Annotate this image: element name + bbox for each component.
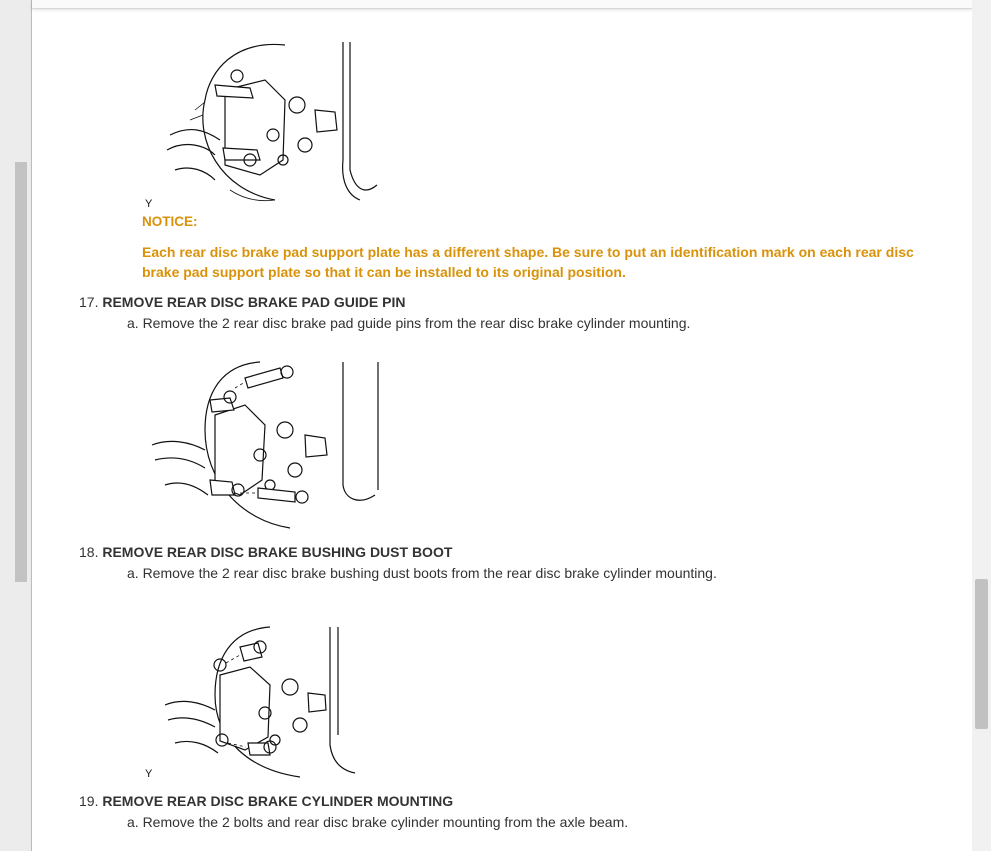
step-18 — [79, 544, 452, 560]
step-title: REMOVE REAR DISC BRAKE BUSHING DUST BOOT — [102, 544, 453, 560]
outer-scrollbar[interactable] — [0, 0, 30, 851]
step-17-substep: a. Remove the 2 rear disc brake pad guide pins from the rear disc brake cylinder mounting. — [127, 315, 691, 331]
step-18-substep: a. Remove the 2 rear disc brake bushing dust boots from the rear disc brake cylinder mounting. — [127, 565, 717, 581]
notice-body: Each rear disc brake pad support plate has a different shape. Be sure to put an identification mark on each rear disc brake pad support plate so that it can be installed to its original position. — [142, 244, 914, 280]
document-scrollbar[interactable] — [972, 0, 991, 851]
figure-label: Y — [145, 198, 153, 210]
guide-pin-removal-illustration — [150, 360, 390, 530]
step-title: REMOVE REAR DISC BRAKE CYLINDER MOUNTING — [102, 793, 454, 809]
notice-title: NOTICE: — [142, 214, 198, 229]
step-number: 19. — [79, 793, 99, 809]
step-number: 18. — [79, 544, 99, 560]
document-scrollbar-thumb[interactable] — [975, 579, 988, 729]
step-19-substep: a. Remove the 2 bolts and rear disc brake cylinder mounting from the axle beam. — [127, 814, 629, 830]
figure-label: Y — [145, 768, 153, 780]
brake-pad-support-plate-illustration — [165, 40, 385, 205]
top-toolbar-edge — [32, 0, 972, 9]
step-19 — [79, 793, 453, 809]
step-title: REMOVE REAR DISC BRAKE PAD GUIDE PIN — [102, 294, 406, 310]
step-17 — [79, 294, 405, 310]
bushing-dust-boot-illustration — [160, 625, 370, 780]
outer-scrollbar-thumb[interactable] — [15, 162, 27, 582]
step-number: 17. — [79, 294, 99, 310]
